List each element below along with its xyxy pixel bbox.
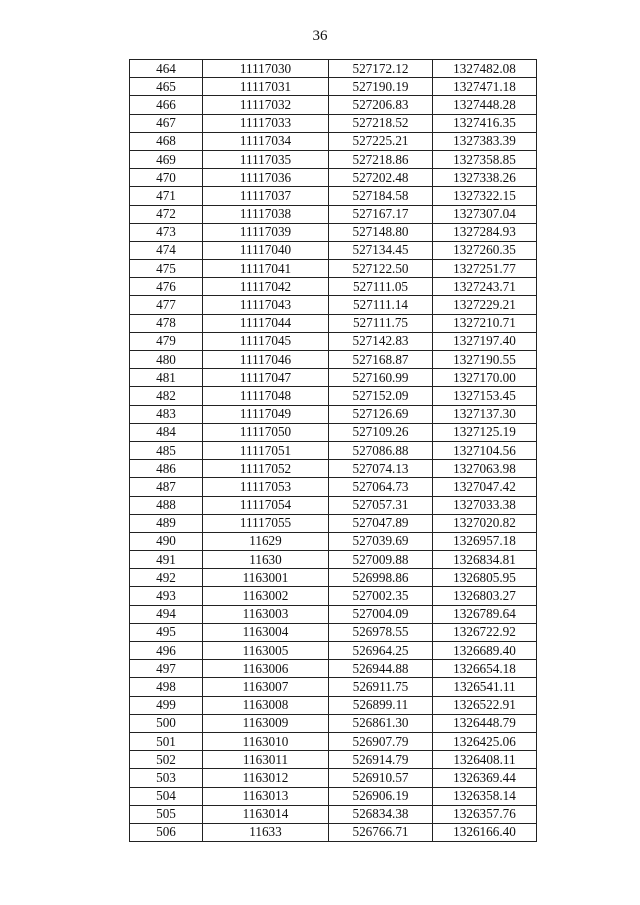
row-index-cell: 484 bbox=[130, 423, 203, 441]
point-id-cell: 11117046 bbox=[203, 351, 329, 369]
table-row bbox=[130, 405, 537, 423]
table-row bbox=[130, 660, 537, 678]
point-id-cell: 11117038 bbox=[203, 205, 329, 223]
point-id-cell: 1163010 bbox=[203, 732, 329, 750]
x-coordinate-cell: 527047.89 bbox=[329, 514, 433, 532]
point-id-cell: 11633 bbox=[203, 823, 329, 841]
point-id-cell: 11630 bbox=[203, 551, 329, 569]
table-row bbox=[130, 587, 537, 605]
x-coordinate-cell: 526861.30 bbox=[329, 714, 433, 732]
row-index-cell: 469 bbox=[130, 150, 203, 168]
row-index-cell: 495 bbox=[130, 623, 203, 641]
y-coordinate-cell: 1327322.15 bbox=[433, 187, 537, 205]
x-coordinate-cell: 527184.58 bbox=[329, 187, 433, 205]
table-row bbox=[130, 441, 537, 459]
row-index-cell: 485 bbox=[130, 441, 203, 459]
x-coordinate-cell: 526911.75 bbox=[329, 678, 433, 696]
y-coordinate-cell: 1326834.81 bbox=[433, 551, 537, 569]
row-index-cell: 480 bbox=[130, 351, 203, 369]
point-id-cell: 11117050 bbox=[203, 423, 329, 441]
x-coordinate-cell: 527086.88 bbox=[329, 441, 433, 459]
y-coordinate-cell: 1327416.35 bbox=[433, 114, 537, 132]
y-coordinate-cell: 1327229.21 bbox=[433, 296, 537, 314]
row-index-cell: 493 bbox=[130, 587, 203, 605]
table-row bbox=[130, 714, 537, 732]
point-id-cell: 1163001 bbox=[203, 569, 329, 587]
row-index-cell: 489 bbox=[130, 514, 203, 532]
point-id-cell: 1163012 bbox=[203, 769, 329, 787]
row-index-cell: 504 bbox=[130, 787, 203, 805]
point-id-cell: 1163009 bbox=[203, 714, 329, 732]
row-index-cell: 473 bbox=[130, 223, 203, 241]
x-coordinate-cell: 526944.88 bbox=[329, 660, 433, 678]
point-id-cell: 1163007 bbox=[203, 678, 329, 696]
table-row bbox=[130, 751, 537, 769]
table-row bbox=[130, 332, 537, 350]
row-index-cell: 476 bbox=[130, 278, 203, 296]
row-index-cell: 496 bbox=[130, 642, 203, 660]
table-row bbox=[130, 769, 537, 787]
table-row bbox=[130, 787, 537, 805]
table-row bbox=[130, 496, 537, 514]
point-id-cell: 11117051 bbox=[203, 441, 329, 459]
row-index-cell: 466 bbox=[130, 96, 203, 114]
x-coordinate-cell: 526906.19 bbox=[329, 787, 433, 805]
row-index-cell: 479 bbox=[130, 332, 203, 350]
x-coordinate-cell: 527190.19 bbox=[329, 78, 433, 96]
table-row bbox=[130, 296, 537, 314]
y-coordinate-cell: 1327448.28 bbox=[433, 96, 537, 114]
row-index-cell: 465 bbox=[130, 78, 203, 96]
table-row bbox=[130, 132, 537, 150]
x-coordinate-cell: 527218.86 bbox=[329, 150, 433, 168]
table-row bbox=[130, 532, 537, 550]
y-coordinate-cell: 1326789.64 bbox=[433, 605, 537, 623]
y-coordinate-cell: 1326448.79 bbox=[433, 714, 537, 732]
row-index-cell: 497 bbox=[130, 660, 203, 678]
point-id-cell: 1163005 bbox=[203, 642, 329, 660]
row-index-cell: 500 bbox=[130, 714, 203, 732]
table-row bbox=[130, 678, 537, 696]
y-coordinate-cell: 1327210.71 bbox=[433, 314, 537, 332]
table-row bbox=[130, 605, 537, 623]
x-coordinate-cell: 526964.25 bbox=[329, 642, 433, 660]
x-coordinate-cell: 527002.35 bbox=[329, 587, 433, 605]
row-index-cell: 474 bbox=[130, 241, 203, 259]
point-id-cell: 11117047 bbox=[203, 369, 329, 387]
x-coordinate-cell: 527148.80 bbox=[329, 223, 433, 241]
point-id-cell: 11117054 bbox=[203, 496, 329, 514]
x-coordinate-cell: 527126.69 bbox=[329, 405, 433, 423]
point-id-cell: 11117048 bbox=[203, 387, 329, 405]
x-coordinate-cell: 526766.71 bbox=[329, 823, 433, 841]
row-index-cell: 488 bbox=[130, 496, 203, 514]
y-coordinate-cell: 1327197.40 bbox=[433, 332, 537, 350]
x-coordinate-cell: 526899.11 bbox=[329, 696, 433, 714]
table-row bbox=[130, 696, 537, 714]
x-coordinate-cell: 527218.52 bbox=[329, 114, 433, 132]
x-coordinate-cell: 527142.83 bbox=[329, 332, 433, 350]
row-index-cell: 481 bbox=[130, 369, 203, 387]
table-row bbox=[130, 823, 537, 841]
point-id-cell: 1163004 bbox=[203, 623, 329, 641]
table-row bbox=[130, 241, 537, 259]
point-id-cell: 1163003 bbox=[203, 605, 329, 623]
point-id-cell: 11117041 bbox=[203, 260, 329, 278]
table-row bbox=[130, 551, 537, 569]
y-coordinate-cell: 1326358.14 bbox=[433, 787, 537, 805]
y-coordinate-cell: 1327190.55 bbox=[433, 351, 537, 369]
row-index-cell: 502 bbox=[130, 751, 203, 769]
table-row bbox=[130, 732, 537, 750]
row-index-cell: 468 bbox=[130, 132, 203, 150]
point-id-cell: 11117045 bbox=[203, 332, 329, 350]
y-coordinate-cell: 1327284.93 bbox=[433, 223, 537, 241]
table-row bbox=[130, 96, 537, 114]
table-row bbox=[130, 423, 537, 441]
point-id-cell: 11117044 bbox=[203, 314, 329, 332]
x-coordinate-cell: 527172.12 bbox=[329, 60, 433, 78]
y-coordinate-cell: 1326357.76 bbox=[433, 805, 537, 823]
table-row bbox=[130, 150, 537, 168]
table-row bbox=[130, 642, 537, 660]
table-row bbox=[130, 369, 537, 387]
y-coordinate-cell: 1327482.08 bbox=[433, 60, 537, 78]
row-index-cell: 506 bbox=[130, 823, 203, 841]
point-id-cell: 1163011 bbox=[203, 751, 329, 769]
row-index-cell: 467 bbox=[130, 114, 203, 132]
x-coordinate-cell: 526914.79 bbox=[329, 751, 433, 769]
point-id-cell: 11117042 bbox=[203, 278, 329, 296]
point-id-cell: 1163008 bbox=[203, 696, 329, 714]
y-coordinate-cell: 1327358.85 bbox=[433, 150, 537, 168]
table-row bbox=[130, 278, 537, 296]
x-coordinate-cell: 527122.50 bbox=[329, 260, 433, 278]
row-index-cell: 478 bbox=[130, 314, 203, 332]
x-coordinate-cell: 527074.13 bbox=[329, 460, 433, 478]
point-id-cell: 11117039 bbox=[203, 223, 329, 241]
y-coordinate-cell: 1327260.35 bbox=[433, 241, 537, 259]
row-index-cell: 477 bbox=[130, 296, 203, 314]
y-coordinate-cell: 1326957.18 bbox=[433, 532, 537, 550]
x-coordinate-cell: 527009.88 bbox=[329, 551, 433, 569]
y-coordinate-cell: 1327033.38 bbox=[433, 496, 537, 514]
y-coordinate-cell: 1326425.06 bbox=[433, 732, 537, 750]
table-row bbox=[130, 351, 537, 369]
table-row bbox=[130, 569, 537, 587]
row-index-cell: 499 bbox=[130, 696, 203, 714]
y-coordinate-cell: 1327243.71 bbox=[433, 278, 537, 296]
coordinates-table bbox=[129, 59, 537, 842]
x-coordinate-cell: 526907.79 bbox=[329, 732, 433, 750]
point-id-cell: 11117031 bbox=[203, 78, 329, 96]
y-coordinate-cell: 1327153.45 bbox=[433, 387, 537, 405]
table-row bbox=[130, 623, 537, 641]
x-coordinate-cell: 527152.09 bbox=[329, 387, 433, 405]
point-id-cell: 11117035 bbox=[203, 150, 329, 168]
point-id-cell: 1163002 bbox=[203, 587, 329, 605]
table-row bbox=[130, 78, 537, 96]
row-index-cell: 490 bbox=[130, 532, 203, 550]
table-row bbox=[130, 478, 537, 496]
x-coordinate-cell: 526998.86 bbox=[329, 569, 433, 587]
x-coordinate-cell: 526978.55 bbox=[329, 623, 433, 641]
row-index-cell: 472 bbox=[130, 205, 203, 223]
table-row bbox=[130, 114, 537, 132]
y-coordinate-cell: 1326803.27 bbox=[433, 587, 537, 605]
x-coordinate-cell: 527202.48 bbox=[329, 169, 433, 187]
point-id-cell: 11117040 bbox=[203, 241, 329, 259]
point-id-cell: 11117030 bbox=[203, 60, 329, 78]
x-coordinate-cell: 527004.09 bbox=[329, 605, 433, 623]
row-index-cell: 501 bbox=[130, 732, 203, 750]
point-id-cell: 1163013 bbox=[203, 787, 329, 805]
point-id-cell: 11117052 bbox=[203, 460, 329, 478]
y-coordinate-cell: 1326689.40 bbox=[433, 642, 537, 660]
y-coordinate-cell: 1327104.56 bbox=[433, 441, 537, 459]
point-id-cell: 11117032 bbox=[203, 96, 329, 114]
row-index-cell: 494 bbox=[130, 605, 203, 623]
coordinates-table-body bbox=[130, 60, 537, 842]
table-row bbox=[130, 187, 537, 205]
x-coordinate-cell: 527225.21 bbox=[329, 132, 433, 150]
table-row bbox=[130, 169, 537, 187]
point-id-cell: 11117033 bbox=[203, 114, 329, 132]
y-coordinate-cell: 1327125.19 bbox=[433, 423, 537, 441]
y-coordinate-cell: 1327307.04 bbox=[433, 205, 537, 223]
row-index-cell: 464 bbox=[130, 60, 203, 78]
table-row bbox=[130, 460, 537, 478]
point-id-cell: 11117034 bbox=[203, 132, 329, 150]
table-row bbox=[130, 223, 537, 241]
x-coordinate-cell: 527167.17 bbox=[329, 205, 433, 223]
point-id-cell: 11629 bbox=[203, 532, 329, 550]
point-id-cell: 1163014 bbox=[203, 805, 329, 823]
y-coordinate-cell: 1327170.00 bbox=[433, 369, 537, 387]
x-coordinate-cell: 527057.31 bbox=[329, 496, 433, 514]
y-coordinate-cell: 1326805.95 bbox=[433, 569, 537, 587]
y-coordinate-cell: 1327137.30 bbox=[433, 405, 537, 423]
point-id-cell: 11117043 bbox=[203, 296, 329, 314]
point-id-cell: 1163006 bbox=[203, 660, 329, 678]
x-coordinate-cell: 527134.45 bbox=[329, 241, 433, 259]
x-coordinate-cell: 526834.38 bbox=[329, 805, 433, 823]
row-index-cell: 491 bbox=[130, 551, 203, 569]
y-coordinate-cell: 1327471.18 bbox=[433, 78, 537, 96]
table-row bbox=[130, 514, 537, 532]
table-row bbox=[130, 205, 537, 223]
page-number: 36 bbox=[312, 28, 328, 44]
y-coordinate-cell: 1327063.98 bbox=[433, 460, 537, 478]
x-coordinate-cell: 527160.99 bbox=[329, 369, 433, 387]
y-coordinate-cell: 1326541.11 bbox=[433, 678, 537, 696]
row-index-cell: 471 bbox=[130, 187, 203, 205]
row-index-cell: 492 bbox=[130, 569, 203, 587]
point-id-cell: 11117037 bbox=[203, 187, 329, 205]
row-index-cell: 486 bbox=[130, 460, 203, 478]
point-id-cell: 11117053 bbox=[203, 478, 329, 496]
x-coordinate-cell: 527111.14 bbox=[329, 296, 433, 314]
row-index-cell: 503 bbox=[130, 769, 203, 787]
y-coordinate-cell: 1326654.18 bbox=[433, 660, 537, 678]
x-coordinate-cell: 527111.75 bbox=[329, 314, 433, 332]
row-index-cell: 482 bbox=[130, 387, 203, 405]
table-row bbox=[130, 260, 537, 278]
point-id-cell: 11117049 bbox=[203, 405, 329, 423]
x-coordinate-cell: 527111.05 bbox=[329, 278, 433, 296]
y-coordinate-cell: 1327338.26 bbox=[433, 169, 537, 187]
x-coordinate-cell: 527206.83 bbox=[329, 96, 433, 114]
y-coordinate-cell: 1327383.39 bbox=[433, 132, 537, 150]
y-coordinate-cell: 1326408.11 bbox=[433, 751, 537, 769]
x-coordinate-cell: 527039.69 bbox=[329, 532, 433, 550]
y-coordinate-cell: 1326722.92 bbox=[433, 623, 537, 641]
row-index-cell: 498 bbox=[130, 678, 203, 696]
y-coordinate-cell: 1326369.44 bbox=[433, 769, 537, 787]
x-coordinate-cell: 527109.26 bbox=[329, 423, 433, 441]
y-coordinate-cell: 1326522.91 bbox=[433, 696, 537, 714]
table-row bbox=[130, 805, 537, 823]
y-coordinate-cell: 1327020.82 bbox=[433, 514, 537, 532]
x-coordinate-cell: 527168.87 bbox=[329, 351, 433, 369]
y-coordinate-cell: 1327047.42 bbox=[433, 478, 537, 496]
table-row bbox=[130, 314, 537, 332]
table-row bbox=[130, 60, 537, 78]
row-index-cell: 487 bbox=[130, 478, 203, 496]
x-coordinate-cell: 527064.73 bbox=[329, 478, 433, 496]
y-coordinate-cell: 1326166.40 bbox=[433, 823, 537, 841]
row-index-cell: 475 bbox=[130, 260, 203, 278]
row-index-cell: 505 bbox=[130, 805, 203, 823]
row-index-cell: 483 bbox=[130, 405, 203, 423]
point-id-cell: 11117036 bbox=[203, 169, 329, 187]
x-coordinate-cell: 526910.57 bbox=[329, 769, 433, 787]
table-row bbox=[130, 387, 537, 405]
row-index-cell: 470 bbox=[130, 169, 203, 187]
point-id-cell: 11117055 bbox=[203, 514, 329, 532]
y-coordinate-cell: 1327251.77 bbox=[433, 260, 537, 278]
